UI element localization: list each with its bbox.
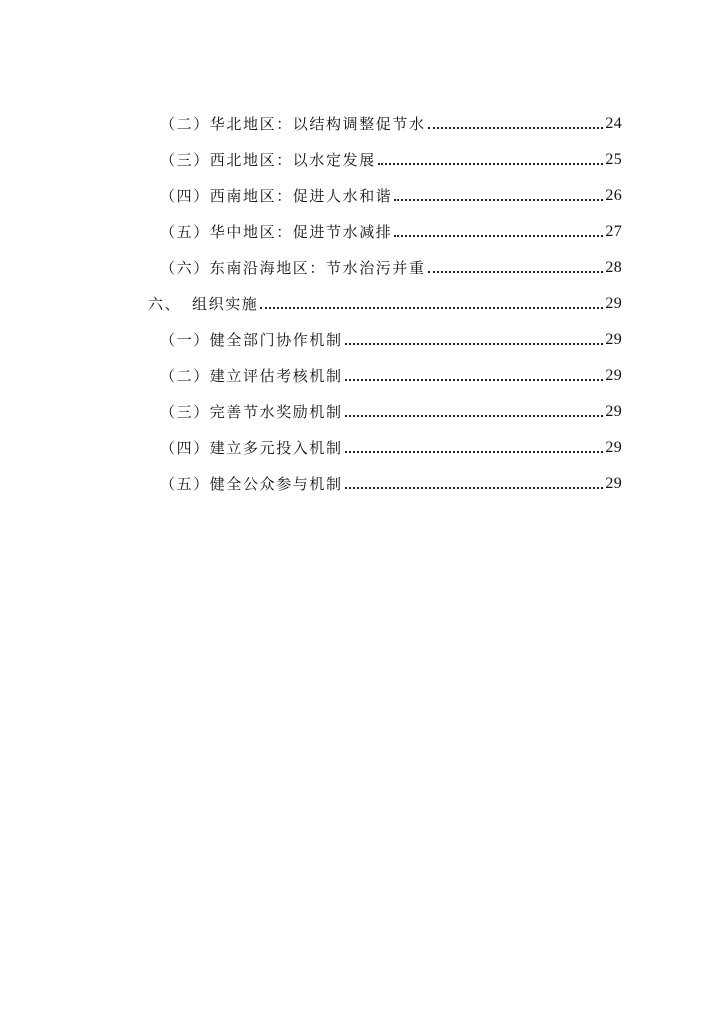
toc-entry-label: （二）建立评估考核机制 xyxy=(160,367,343,385)
dot-leader xyxy=(378,163,604,165)
toc-entry-label: （三）西北地区：以水定发展 xyxy=(160,151,376,169)
section-number: 六、 xyxy=(148,295,182,313)
toc-entry-evaluation[interactable] xyxy=(0,360,724,386)
dot-leader xyxy=(428,271,604,273)
toc-page-number: 29 xyxy=(605,403,622,420)
toc-page-number: 25 xyxy=(605,151,622,168)
toc-page-number: 29 xyxy=(605,331,622,348)
dot-leader xyxy=(345,451,604,453)
toc-entry-label: （二）华北地区：以结构调整促节水 xyxy=(160,115,426,133)
toc-page-number: 29 xyxy=(605,295,622,312)
dot-leader xyxy=(394,199,603,201)
dot-leader xyxy=(345,343,604,345)
toc-page-number: 28 xyxy=(605,259,622,276)
toc-page-number: 27 xyxy=(605,223,622,240)
toc-entry-label: （四）建立多元投入机制 xyxy=(160,439,343,457)
toc-entry-label: （四）西南地区：促进人水和谐 xyxy=(160,187,393,205)
toc-entry-label: （五）健全公众参与机制 xyxy=(160,475,343,493)
dot-leader xyxy=(345,487,604,489)
toc-entry-north-china[interactable] xyxy=(0,108,724,134)
dot-leader xyxy=(260,307,603,309)
toc-entry-northwest[interactable] xyxy=(0,144,724,170)
dot-leader xyxy=(345,415,604,417)
toc-entry-coordination[interactable] xyxy=(0,324,724,350)
toc-entry-label: （一）健全部门协作机制 xyxy=(160,331,343,349)
toc-page-number: 26 xyxy=(605,187,622,204)
toc-page-number: 24 xyxy=(605,115,622,132)
toc-entry-label: （五）华中地区：促进节水减排 xyxy=(160,223,393,241)
toc-entry-label: （三）完善节水奖励机制 xyxy=(160,403,343,421)
toc-section-organization[interactable] xyxy=(0,288,724,314)
toc-entry-label: （六）东南沿海地区：节水治污并重 xyxy=(160,259,426,277)
toc-entry-southeast-coast[interactable] xyxy=(0,252,724,278)
toc-entry-central-china[interactable] xyxy=(0,216,724,242)
toc-entry-public-participation[interactable] xyxy=(0,468,724,494)
dot-leader xyxy=(428,127,604,129)
toc-entry-investment[interactable] xyxy=(0,432,724,458)
toc-page-number: 29 xyxy=(605,475,622,492)
toc-entry-southwest[interactable] xyxy=(0,180,724,206)
dot-leader xyxy=(394,235,603,237)
toc-page-number: 29 xyxy=(605,367,622,384)
toc-section-label xyxy=(148,294,258,314)
dot-leader xyxy=(345,379,604,381)
toc-page-number: 29 xyxy=(605,439,622,456)
section-title: 组织实施 xyxy=(192,295,259,313)
toc-entry-incentives[interactable] xyxy=(0,396,724,422)
